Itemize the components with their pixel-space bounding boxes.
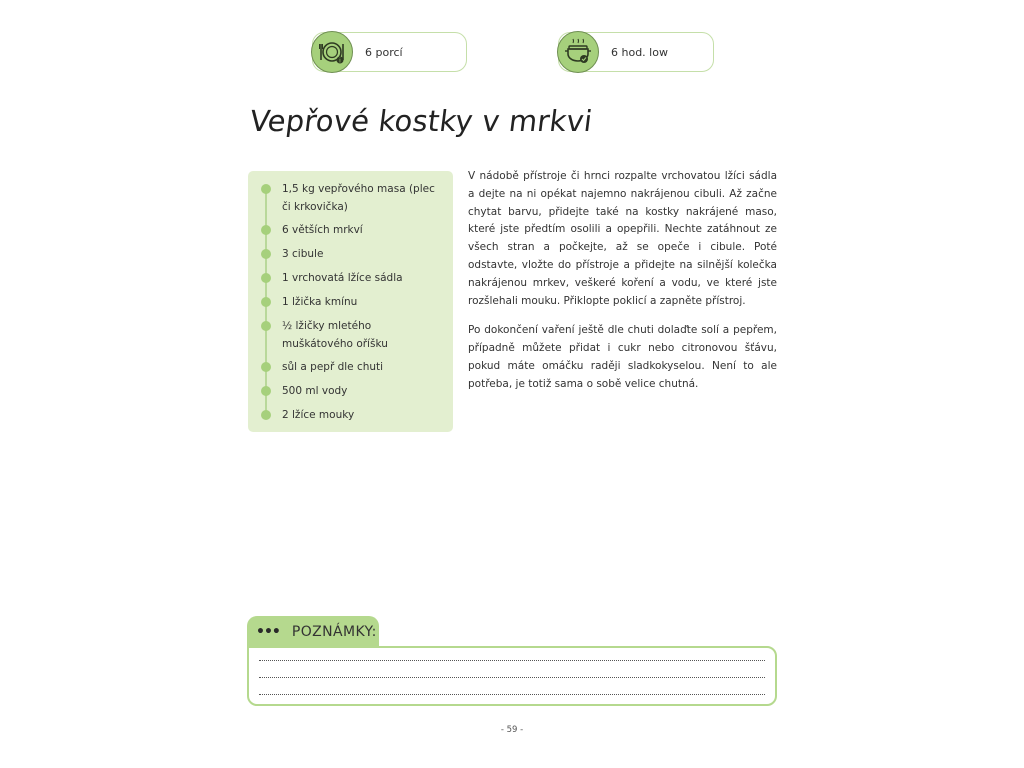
page-number: - 59 - [500,725,524,735]
ingredient-item: 1 lžička kmínu [282,296,358,308]
notes-tab [247,616,379,647]
notes-box [247,646,777,706]
ingredient-item: 500 ml vody [282,385,348,397]
portions-badge [312,32,467,72]
ingredient-item: 1 vrchovatá lžíce sádla [282,272,403,284]
notes-line [259,677,765,678]
ingredient-bullet [261,321,271,331]
cook-time-text: 6 hod. low [611,45,668,59]
ingredient-bullet [261,184,271,194]
ingredient-bullet [261,225,271,235]
ingredient-bullet [261,273,271,283]
notes-line [259,660,765,661]
instructions [468,168,777,406]
ingredient-bullet [261,297,271,307]
ingredient-item: 6 větších mrkví [282,224,363,236]
notes-label: POZNÁMKY: [291,623,377,640]
recipe-title: Vepřové kostky v mrkvi [248,104,595,138]
ingredient-item: 1,5 kg vepřového masa (plec či krkovička) [282,183,435,213]
plate-cutlery-icon [311,31,353,73]
ingredient-item: 2 lžíce mouky [282,409,355,421]
instruction-paragraph: V nádobě přístroje či hrnci rozpalte vrchovatou lžíci sádla a dejte na ni opékat najemno nakrájenou cibuli. Až začne chytat barvu, přidejte také na kostky nakrájené maso, které jste předtím osolili a opepřili. Nechte zatáhnout ze všech stran a počkejte, až se opeče i cibule. Poté odstavte, vložte do přístroje a přidejte na silnější kolečka nakrájenou mrkev, veškeré koření a vodu, ve které jste rozšlehali mouku. Přiklopte poklicí a zapněte přístroj. [468,170,777,307]
ingredient-bullet [261,386,271,396]
instruction-paragraph: Po dokončení vaření ještě dle chuti dolaďte solí a pepřem, případně můžete přidat i cukr nebo citronovou šťávu, pokud máte omáčku raději sladkokyselou. Není to ale potřeba, je totiž sama o sobě velice chutná. [468,324,777,390]
notes-line [259,694,765,695]
portions-text: 6 porcí [365,45,403,59]
ingredient-item: 3 cibule [282,248,324,260]
slow-cooker-icon [557,31,599,73]
ingredient-item: ½ lžičky mletého muškátového oříšku [282,320,388,350]
ingredient-bullet [261,362,271,372]
ingredient-bullet [261,249,271,259]
svg-text:i: i [339,57,341,65]
cook-time-badge [558,32,714,72]
notes-dots-icon: ••• [256,623,280,640]
ingredient-bullet [261,410,271,420]
ingredient-item: sůl a pepř dle chuti [282,361,384,373]
